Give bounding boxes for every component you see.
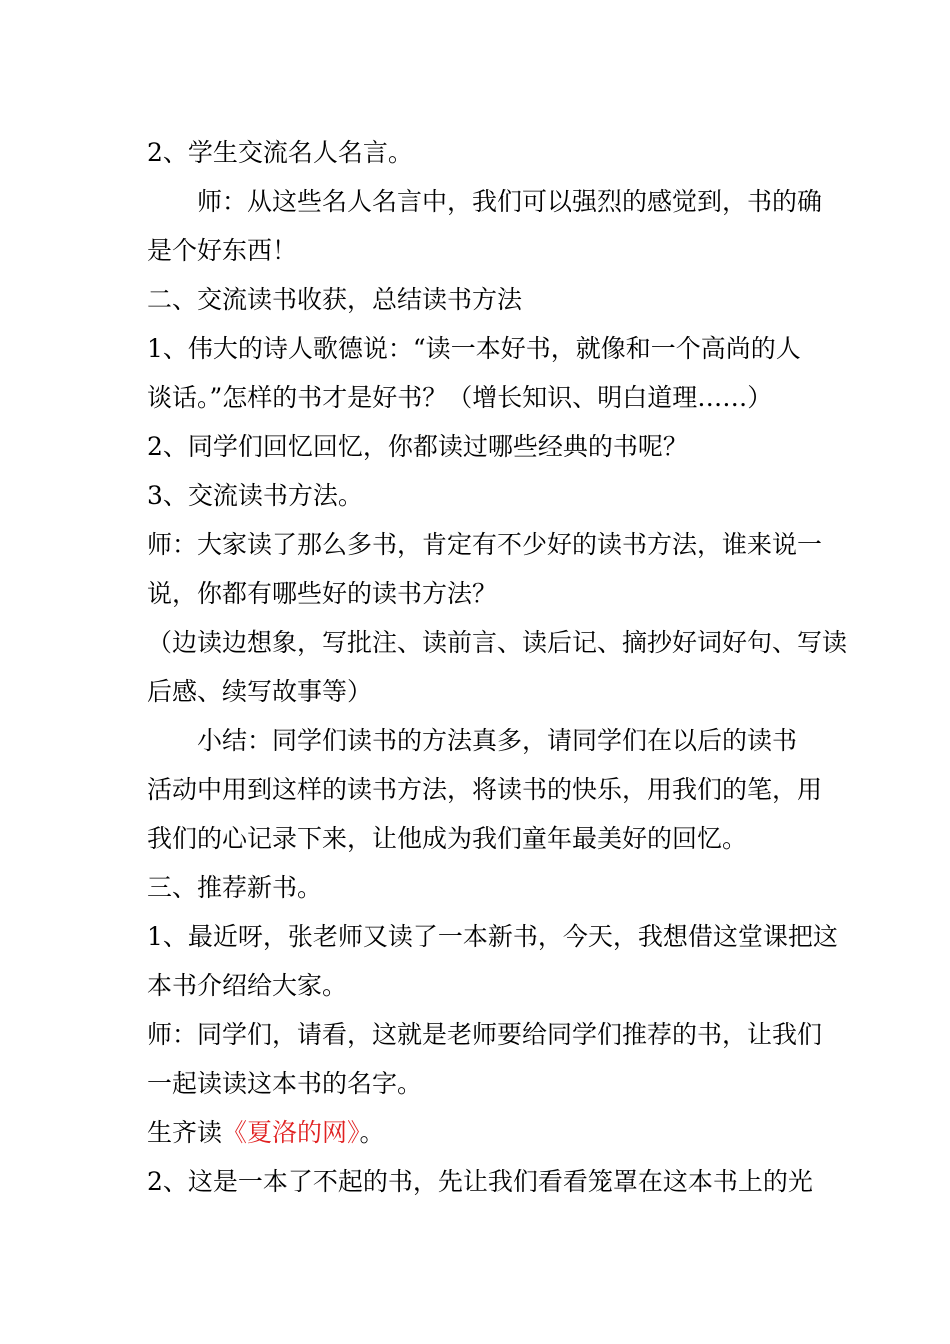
section-heading: 三、推荐新书。 [147,873,323,902]
text-line: 1、最近呀，张老师又读了一本新书，今天，我想借这堂课把这 [147,922,838,951]
text-line: 后感、续写故事等） [147,677,373,706]
reading-suffix: 。 [359,1118,385,1147]
text-line: 1、伟大的诗人歌德说：“读一本好书，就像和一个高尚的人 [147,334,801,363]
text-line: 一起读读这本书的名字。 [147,1069,423,1098]
text-line: 我们的心记录下来，让他成为我们童年最美好的回忆。 [147,824,748,853]
text-line: 3、交流读书方法。 [147,481,363,510]
text-line: 是个好东西！ [147,236,298,265]
text-line: 师：从这些名人名言中，我们可以强烈的感觉到，书的确 [197,187,823,216]
reading-prefix: 生齐读 [147,1118,223,1147]
text-line: 2、这是一本了不起的书，先让我们看看笼罩在这本书上的光 [147,1167,813,1196]
document-body [147,128,848,1206]
text-line: 小结：同学们读书的方法真多，请同学们在以后的读书 [197,726,798,755]
text-line: 2、同学们回忆回忆，你都读过哪些经典的书呢？ [147,432,688,461]
text-line: 2、学生交流名人名言。 [147,138,413,167]
text-line: 谈话。”怎样的书才是好书？（增长知识、明白道理……） [147,383,773,412]
text-line: （边读边想象，写批注、读前言、读后记、摘抄好词好句、写读 [147,628,848,657]
section-heading: 二、交流读书收获，总结读书方法 [147,285,523,314]
text-line: 师：同学们，请看，这就是老师要给同学们推荐的书，让我们 [147,1020,823,1049]
text-line: 说，你都有哪些好的读书方法？ [147,579,498,608]
text-line: 师：大家读了那么多书，肯定有不少好的读书方法，谁来说一 [147,530,823,559]
text-line-book-reading [147,1108,807,1157]
text-line: 活动中用到这样的读书方法，将读书的快乐，用我们的笔，用 [147,775,823,804]
book-title: 《夏洛的网》 [222,1118,360,1147]
text-line: 本书介绍给大家。 [147,971,348,1000]
